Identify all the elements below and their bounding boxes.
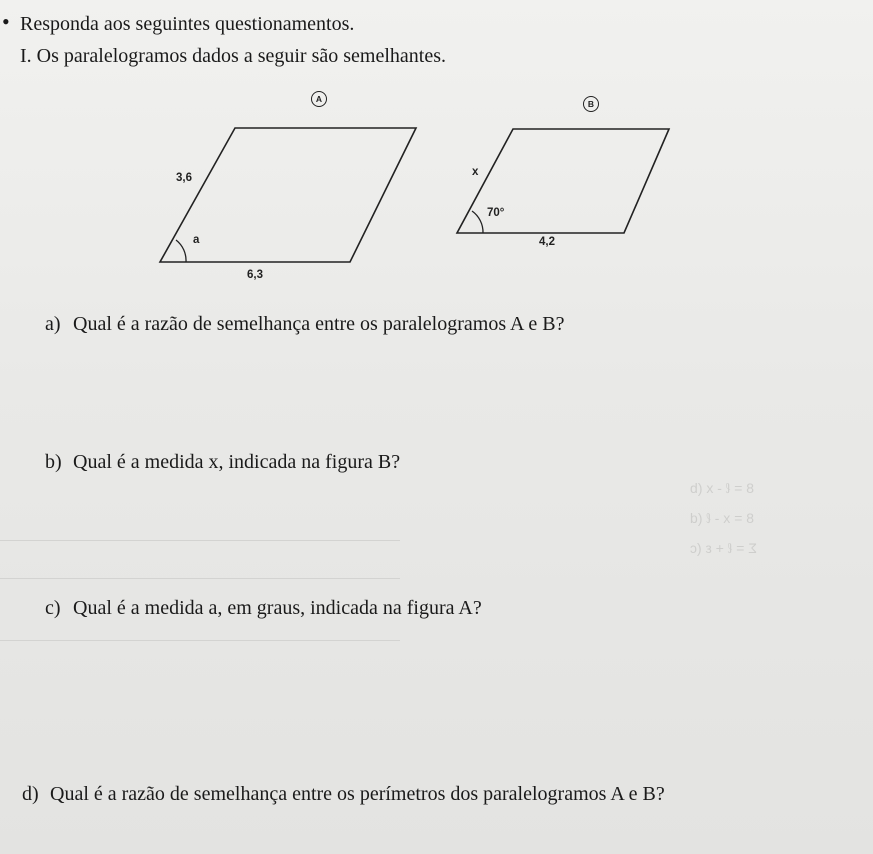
angle-a-arc xyxy=(176,240,186,262)
figure-a-label: A xyxy=(311,91,327,107)
question-b-text: Qual é a medida x, indicada na figura B? xyxy=(73,451,401,473)
question-d-text: Qual é a razão de semelhança entre os perímetros dos paralelogramos A e B? xyxy=(50,783,665,805)
side-length-a-left: 3,6 xyxy=(176,172,192,184)
angle-70-label: 70° xyxy=(487,207,505,219)
parallelogram-b-shape xyxy=(450,93,680,263)
show-through-text: 8 = x - ℓ (d xyxy=(690,510,755,526)
question-d-letter: d) xyxy=(22,783,39,805)
angle-a-label: a xyxy=(193,234,200,246)
show-through-line xyxy=(0,640,400,641)
parallelogram-b-figure xyxy=(450,93,680,263)
show-through-line xyxy=(0,540,400,541)
question-d xyxy=(22,783,665,806)
angle-b-arc xyxy=(472,211,483,233)
question-a-letter: a) xyxy=(45,313,61,335)
figure-b-label: B xyxy=(583,96,599,112)
question-b-letter: b) xyxy=(45,451,62,473)
show-through-line xyxy=(0,578,400,579)
question-a-text: Qual é a razão de semelhança entre os paralelogramos A e B? xyxy=(73,313,565,335)
bullet-point: • xyxy=(2,9,10,34)
side-length-b-bottom: 4,2 xyxy=(539,236,555,248)
side-length-x: x xyxy=(472,166,479,178)
instruction-text: Responda aos seguintes questionamentos. xyxy=(20,13,355,35)
parallelogram-a-shape xyxy=(150,88,430,288)
show-through-text: Σ = ℓ + ε (c xyxy=(690,540,757,556)
question-c xyxy=(45,597,482,620)
show-through-text: 8 = ℓ - x (b xyxy=(690,480,755,496)
question-c-text: Qual é a medida a, em graus, indicada na figura A? xyxy=(73,597,482,619)
side-length-a-bottom: 6,3 xyxy=(247,269,263,281)
question-c-letter: c) xyxy=(45,597,61,619)
question-a xyxy=(45,313,564,336)
statement-one: I. Os paralelogramos dados a seguir são semelhantes. xyxy=(20,45,446,67)
question-b xyxy=(45,451,400,474)
parallelogram-a-figure xyxy=(150,88,430,288)
